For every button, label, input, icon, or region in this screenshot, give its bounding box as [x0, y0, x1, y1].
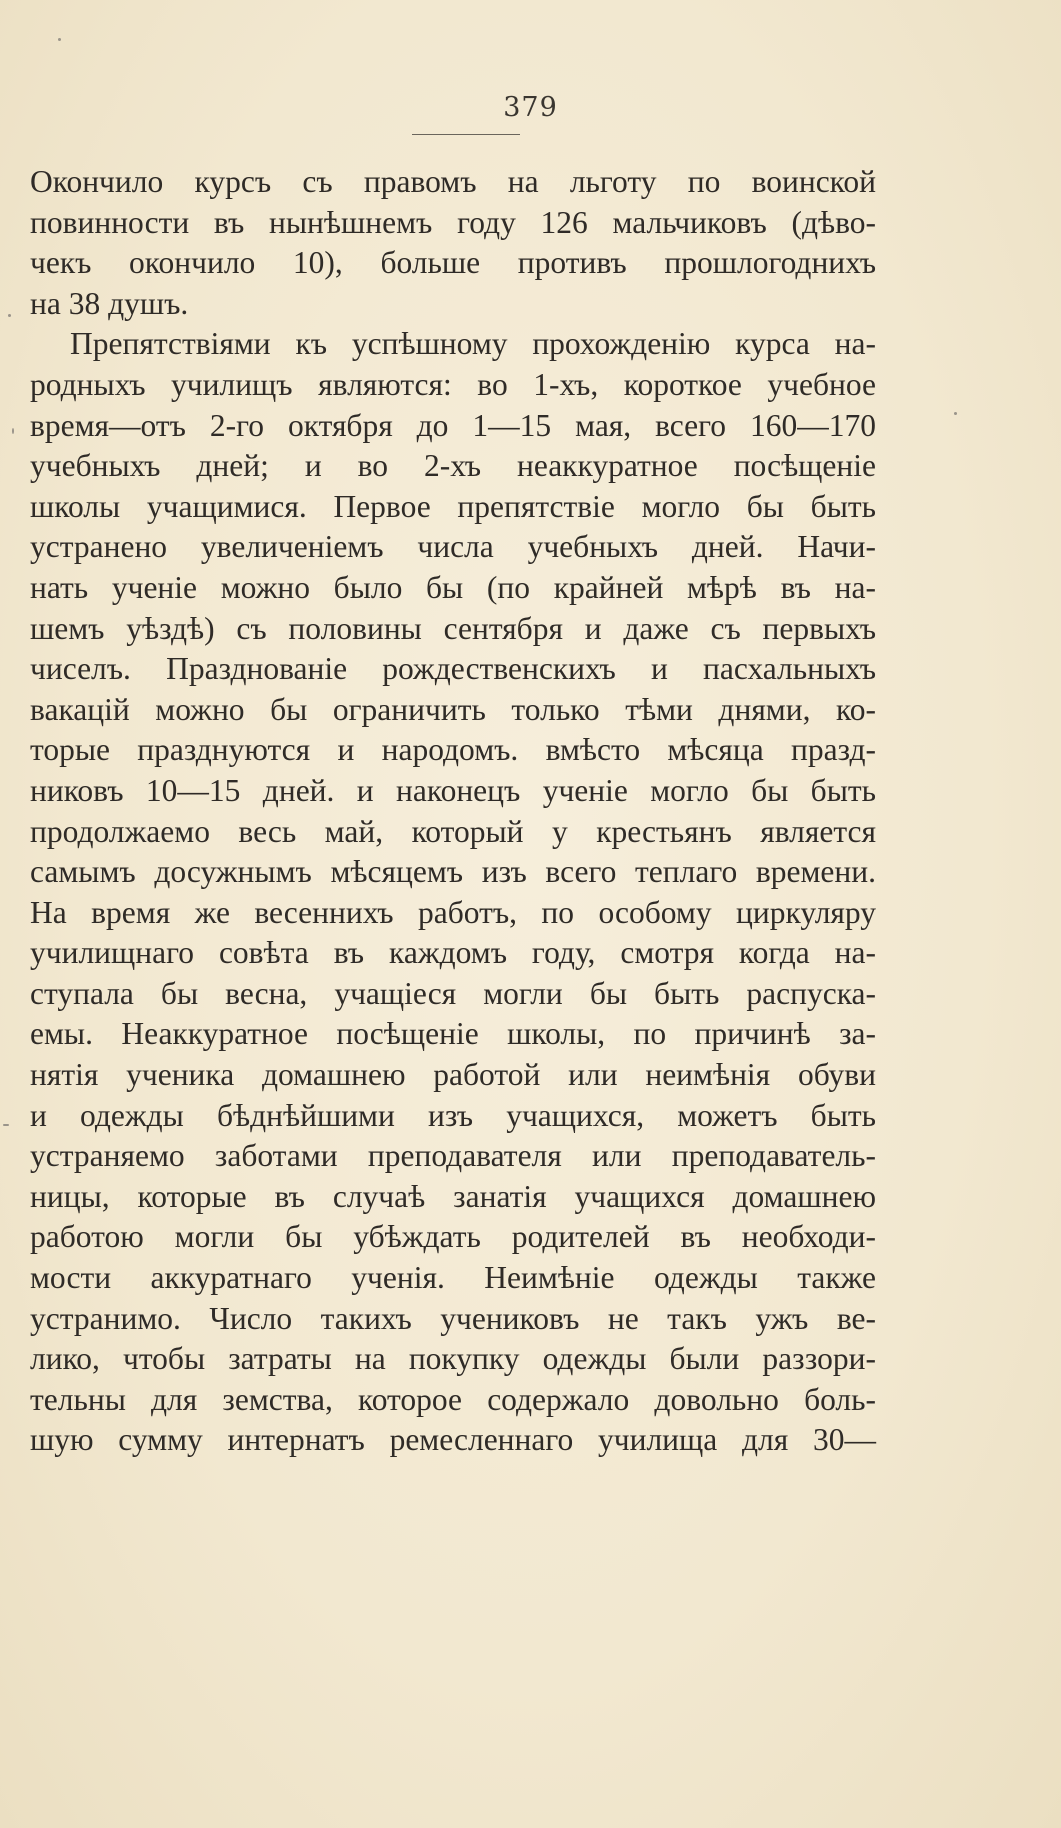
- text-line: училищнаго совѣта въ каждомъ году, смотря когда на-: [30, 935, 876, 971]
- text-line: Окончило курсъ съ правомъ на льготу по воинской: [30, 164, 876, 199]
- text-line: устраняемо заботами преподавателя или преподаватель-: [30, 1138, 876, 1174]
- header-rule: [412, 134, 520, 135]
- text-line: родныхъ училищъ являются: во 1-хъ, короткое учебное: [30, 366, 876, 402]
- ink-speck: [12, 428, 14, 434]
- text-line: чиселъ. Празднованіе рождественскихъ и пасхальныхъ: [30, 651, 876, 687]
- text-line: шую сумму интернатъ ремесленнаго училища для 30—: [30, 1422, 876, 1458]
- text-line: школы учащимися. Первое препятствіе могло бы быть: [30, 488, 876, 524]
- text-line: продолжаемо весь май, который у крестьянъ является: [30, 813, 876, 849]
- paragraph: [30, 324, 876, 1461]
- text-line: нать ученіе можно было бы (по крайней мѣрѣ въ на-: [30, 569, 876, 605]
- text-line: мости аккуратнаго ученія. Неимѣніе одежды также: [30, 1260, 876, 1296]
- ink-speck: [954, 412, 957, 415]
- text-line: и одежды бѣднѣйшими изъ учащихся, можетъ быть: [30, 1097, 876, 1133]
- paragraph: [30, 162, 876, 324]
- ink-speck: [8, 314, 11, 317]
- text-line: устранимо. Число такихъ учениковъ не такъ ужъ ве-: [30, 1300, 876, 1336]
- text-line: нятія ученика домашнею работой или неимѣнія обуви: [30, 1057, 876, 1093]
- ink-speck: [3, 1124, 9, 1126]
- text-line: ницы, которые въ случаѣ занатія учащихся домашнею: [30, 1178, 876, 1214]
- text-line: ступала бы весна, учащіеся могли бы быть распуска-: [30, 975, 876, 1011]
- text-line: шемъ уѣздѣ) съ половины сентября и даже съ первыхъ: [30, 610, 876, 646]
- text-line: время—отъ 2-го октября до 1—15 мая, всего 160—170: [30, 407, 876, 443]
- body-text: [30, 162, 876, 1461]
- text-line: чекъ окончило 10), больше противъ прошлогоднихъ: [30, 245, 876, 281]
- text-line: на 38 душъ.: [30, 285, 189, 321]
- text-line: повинности въ нынѣшнемъ году 126 мальчиковъ (дѣво-: [30, 204, 876, 240]
- text-line: емы. Неаккуратное посѣщеніе школы, по причинѣ за-: [30, 1016, 876, 1052]
- text-line: работою могли бы убѣждать родителей въ необходи-: [30, 1219, 876, 1255]
- text-line: Препятствіями къ успѣшному прохожденію курса на-: [70, 326, 876, 362]
- text-line: торые празднуются и народомъ. вмѣсто мѣсяца празд-: [30, 732, 876, 768]
- text-line: вакацій можно бы ограничить только тѣми днями, ко-: [30, 691, 876, 727]
- text-line: На время же весеннихъ работъ, по особому циркуляру: [30, 894, 876, 930]
- text-line: самымъ досужнымъ мѣсяцемъ изъ всего теплаго времени.: [30, 854, 876, 890]
- text-line: учебныхъ дней; и во 2-хъ неаккуратное посѣщеніе: [30, 448, 876, 484]
- text-line: устранено увеличеніемъ числа учебныхъ дней. Начи-: [30, 529, 876, 565]
- text-line: тельны для земства, которое содержало довольно боль-: [30, 1381, 876, 1417]
- text-line: никовъ 10—15 дней. и наконецъ ученіе могло бы быть: [30, 772, 876, 808]
- text-line: лико, чтобы затраты на покупку одежды были раззори-: [30, 1341, 876, 1377]
- page-number: 379: [503, 92, 558, 123]
- ink-speck: [58, 38, 61, 41]
